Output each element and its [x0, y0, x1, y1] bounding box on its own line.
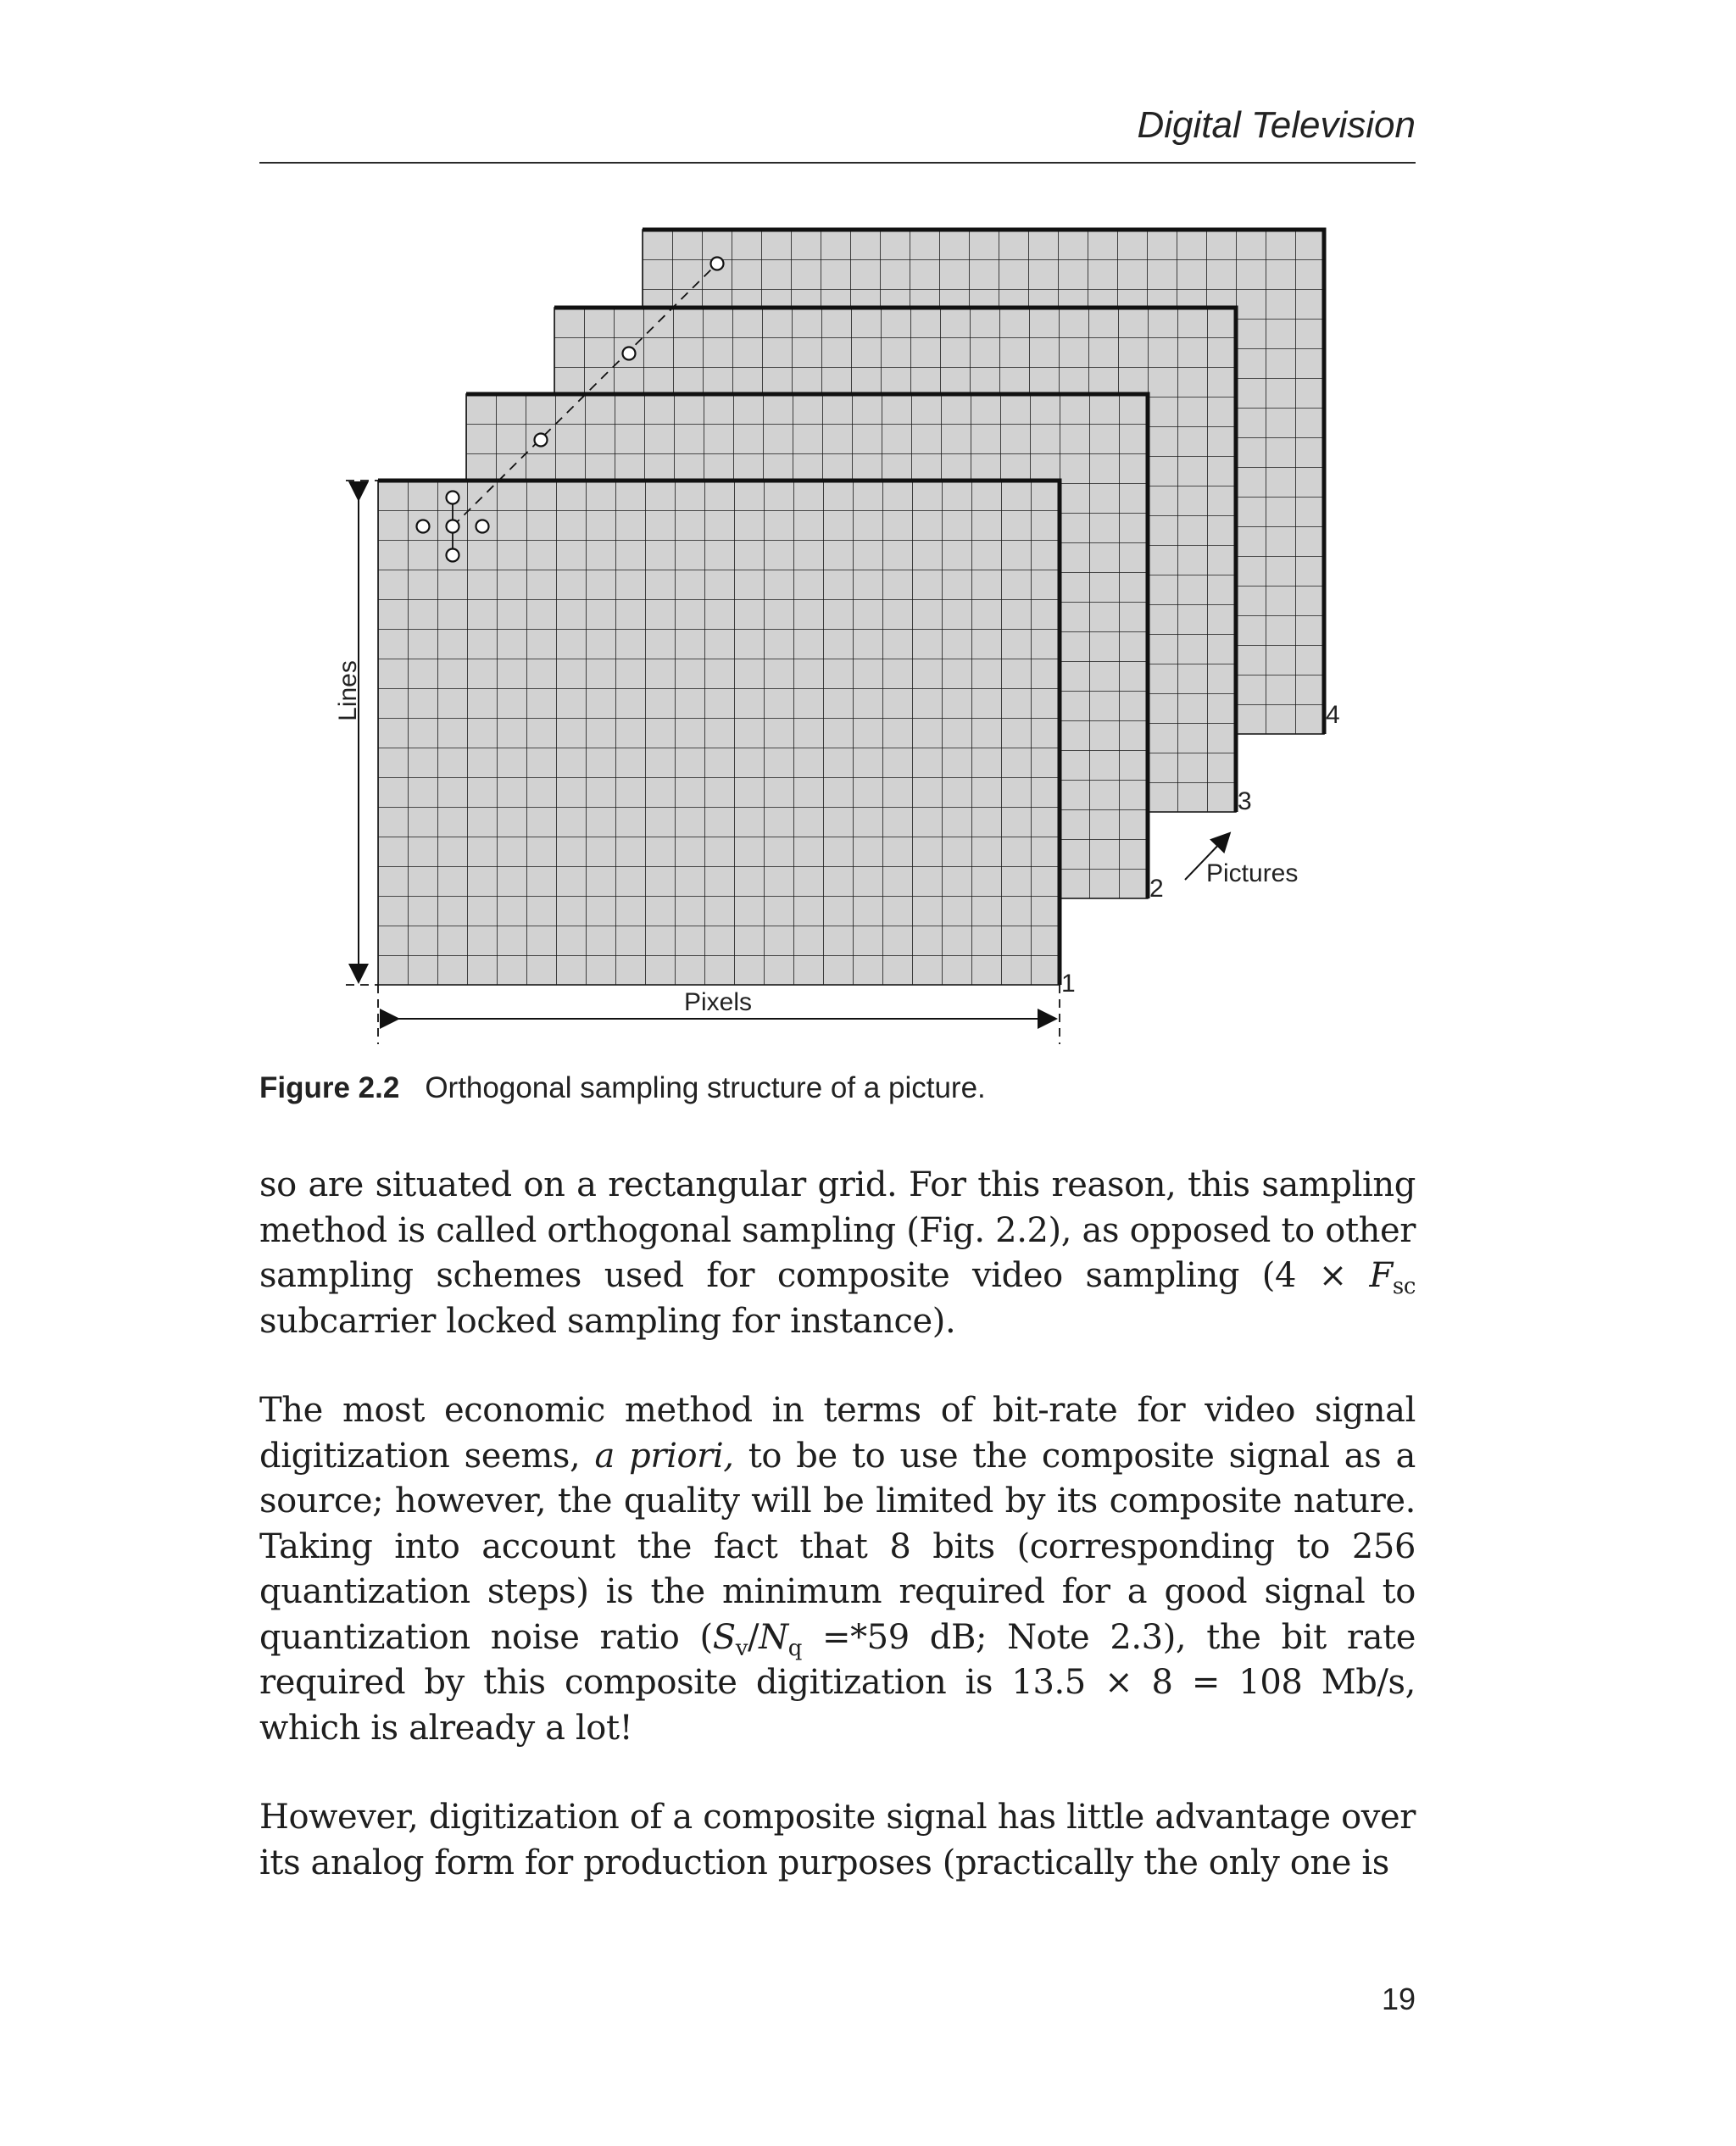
- paragraph-1-tail: subcarrier locked sampling for instance).: [259, 1301, 956, 1341]
- a-priori-italic: a priori,: [594, 1436, 734, 1476]
- picture-number-3: 3: [1238, 787, 1252, 815]
- fsc-symbol: F: [1369, 1256, 1393, 1295]
- figure-caption: [259, 1070, 986, 1107]
- sv-symbol: S: [712, 1617, 736, 1657]
- figure-caption-text: Orthogonal sampling structure of a picture.: [425, 1071, 986, 1104]
- lines-dimension: [334, 481, 378, 985]
- running-header: Digital Television: [1137, 104, 1416, 146]
- picture-number-1: 1: [1061, 970, 1076, 998]
- sampling-figure: [0, 0, 1736, 1068]
- pictures-label: Pictures: [1206, 859, 1299, 887]
- paragraph-3: However, digitization of a composite signal has little advantage over its analog form for production purposes (practically the only one is: [259, 1798, 1416, 1882]
- sample-point: [535, 434, 548, 447]
- sample-point: [447, 492, 459, 504]
- sample-point: [447, 520, 459, 533]
- sample-point: [711, 258, 724, 270]
- pixels-label: Pixels: [683, 988, 753, 1016]
- sample-point: [447, 549, 459, 562]
- fsc-subscript: sc: [1392, 1274, 1416, 1299]
- pixels-dimension: [378, 985, 1060, 1044]
- sv-subscript: v: [735, 1635, 748, 1661]
- paragraph-1: [259, 1163, 1416, 1344]
- ratio-slash: /: [748, 1617, 760, 1657]
- sample-point: [623, 347, 636, 360]
- picture-number-2: 2: [1149, 875, 1164, 903]
- picture-plane-1: [378, 481, 1060, 985]
- paragraph-2-text-b: to be to use the composite signal as a source; however, the quality will be limited by its composite nature. Taking into account the fact that 8 bits (corresponding to 256 quantization steps) is the minimum required for a good signal to quantization noise ratio (: [259, 1436, 1416, 1657]
- nq-subscript: q: [787, 1635, 802, 1661]
- paragraph-2-text-a: The most economic method in terms of bit-rate for video signal digitization seems,: [259, 1391, 1416, 1476]
- sample-point: [417, 520, 430, 533]
- picture-number-4: 4: [1326, 701, 1340, 729]
- paragraph-1-text: so are situated on a rectangular grid. For this reason, this sampling method is called orthogonal sampling (Fig. 2.2), as opposed to other sampling schemes used for composite video sampling (4 ×: [259, 1165, 1416, 1295]
- page-number: 19: [1381, 1982, 1416, 2016]
- nq-symbol: N: [759, 1617, 788, 1657]
- paragraph-2: [259, 1388, 1416, 1751]
- paragraph-2-text-c: =*59 dB; Note 2.3), the bit rate required by this composite digitization is 13.5 × 8 = 108 Mb/s, which is already a lot!: [259, 1617, 1416, 1748]
- figure-caption-label: Figure 2.2: [259, 1071, 400, 1104]
- lines-label: Lines: [334, 660, 362, 721]
- sample-point: [476, 520, 489, 533]
